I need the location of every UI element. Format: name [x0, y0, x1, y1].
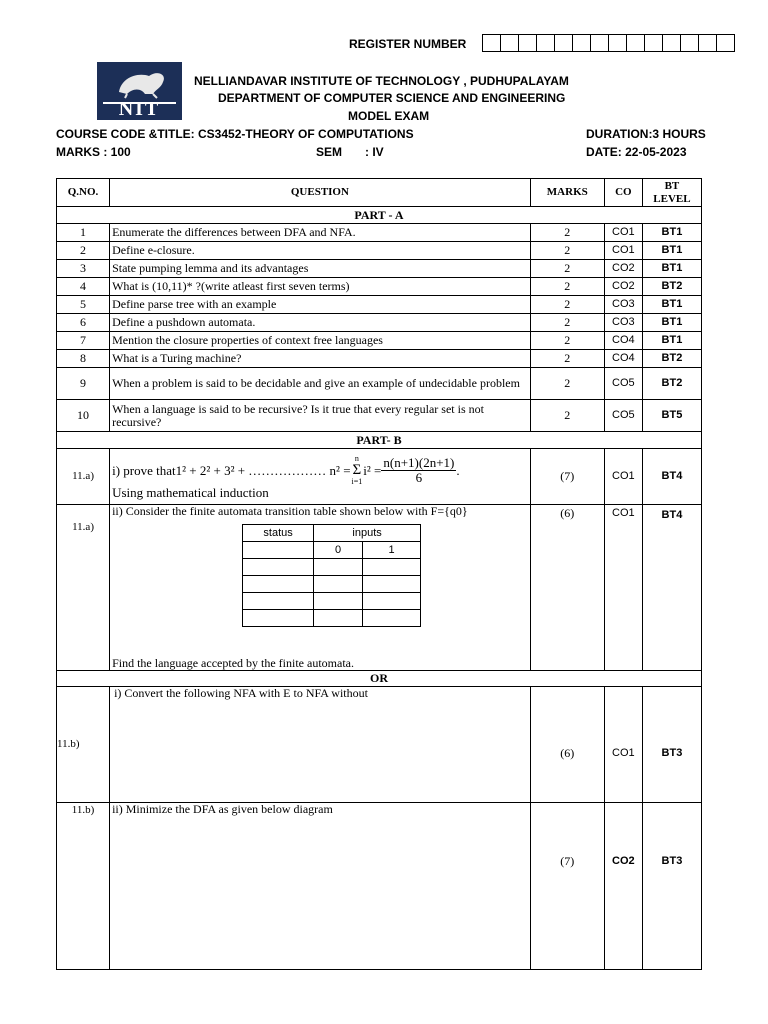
- marks: 2: [530, 400, 604, 432]
- marks: 2: [530, 242, 604, 260]
- bt-level: BT3: [642, 803, 701, 970]
- table-row: [57, 803, 702, 970]
- bt-level: BT4: [642, 505, 701, 671]
- question-text: When a language is said to be recursive? Is it true that every regular set is not recursive?: [110, 400, 531, 432]
- bt-level: BT4: [642, 449, 701, 505]
- question-text: ii) Minimize the DFA as given below diagram: [110, 803, 531, 970]
- marks: (7): [530, 449, 604, 505]
- table-row: [57, 449, 702, 505]
- question-prefix: i) prove that: [112, 462, 176, 478]
- exam-date: DATE: 22-05-2023: [586, 145, 687, 159]
- or-divider: OR: [57, 671, 702, 687]
- transition-input-1: 1: [363, 542, 421, 559]
- duration: DURATION:3 HOURS: [586, 127, 706, 141]
- exam-title: MODEL EXAM: [348, 109, 430, 123]
- qno: 3: [57, 260, 110, 278]
- transition-status-header: status: [243, 525, 314, 542]
- bt-level: BT1: [642, 332, 701, 350]
- table-row: [57, 350, 702, 368]
- co: CO1: [604, 224, 642, 242]
- qno: 11.a): [57, 505, 110, 671]
- formula-lhs: 1² + 2² + 3² + ……………… n² =: [175, 462, 351, 478]
- co: CO1: [604, 505, 642, 671]
- marks: (6): [530, 505, 604, 671]
- qno: 7: [57, 332, 110, 350]
- table-row: [57, 260, 702, 278]
- bt-level: BT1: [642, 224, 701, 242]
- marks: 2: [530, 314, 604, 332]
- department-name: DEPARTMENT OF COMPUTER SCIENCE AND ENGINEERING: [218, 91, 566, 105]
- question-body: ii) Consider the finite automata transition table shown below with F={q0}: [112, 504, 468, 518]
- question-text: Define a pushdown automata.: [110, 314, 531, 332]
- qno: 5: [57, 296, 110, 314]
- sum-term: i² =: [363, 462, 382, 478]
- sem-label: SEM: [316, 145, 343, 159]
- header-qno: Q.NO.: [57, 179, 110, 207]
- question-suffix: Using mathematical induction: [112, 485, 269, 500]
- co: CO2: [604, 260, 642, 278]
- qno: 11.b): [57, 687, 110, 803]
- nit-logo: [97, 62, 182, 120]
- bt-level: BT2: [642, 368, 701, 400]
- bt-level: BT5: [642, 400, 701, 432]
- co: CO1: [604, 242, 642, 260]
- bt-level: BT3: [642, 687, 701, 803]
- question-text: When a problem is said to be decidable and give an example of undecidable problem: [110, 368, 531, 400]
- fraction: [381, 456, 456, 485]
- marks: 2: [530, 224, 604, 242]
- bt-level: BT1: [642, 242, 701, 260]
- qno: 11.a): [57, 449, 110, 505]
- co: CO3: [604, 314, 642, 332]
- bt-level: BT2: [642, 350, 701, 368]
- question-text: What is a Turing machine?: [110, 350, 531, 368]
- qno: 11.b): [57, 803, 110, 970]
- co: CO4: [604, 350, 642, 368]
- bt-level: BT2: [642, 278, 701, 296]
- table-row: [57, 368, 702, 400]
- part-b-heading: PART- B: [57, 432, 702, 449]
- bt-level: BT1: [642, 314, 701, 332]
- marks: 2: [530, 332, 604, 350]
- co: CO3: [604, 296, 642, 314]
- question-text: Mention the closure properties of context free languages: [110, 332, 531, 350]
- marks: (6): [530, 687, 604, 803]
- sum-symbol: n Σ i=1: [351, 454, 363, 486]
- register-number-boxes[interactable]: [483, 34, 735, 52]
- table-row: [57, 242, 702, 260]
- question-text: i) Convert the following NFA with E to NFA without: [110, 687, 531, 803]
- question-text: Enumerate the differences between DFA and NFA.: [110, 224, 531, 242]
- part-a-heading: PART - A: [57, 207, 702, 224]
- qno: 6: [57, 314, 110, 332]
- fraction-denominator: 6: [415, 469, 423, 485]
- question-text: Define e-closure.: [110, 242, 531, 260]
- question-text: i) prove that 1² + 2² + 3² + ……………… n² = n Σ i=1 i² = $\frac{n(n+1)(2n+1)}{6}$ . Using mathematical induction: [110, 449, 531, 505]
- co: CO2: [604, 803, 642, 970]
- qno: 9: [57, 368, 110, 400]
- header-co: CO: [604, 179, 642, 207]
- question-text: What is (10,11)* ?(write atleast first seven terms): [110, 278, 531, 296]
- bt-level: BT1: [642, 260, 701, 278]
- co: CO4: [604, 332, 642, 350]
- co: CO1: [604, 687, 642, 803]
- qno: 8: [57, 350, 110, 368]
- table-row: [57, 224, 702, 242]
- table-row: [57, 687, 702, 803]
- transition-inputs-header: inputs: [314, 525, 421, 542]
- fraction-numerator: n(n+1)(2n+1): [383, 454, 455, 470]
- logo-text: NIT: [118, 98, 161, 120]
- co: CO1: [604, 449, 642, 505]
- co: CO5: [604, 400, 642, 432]
- qno: 10: [57, 400, 110, 432]
- header-marks: MARKS: [530, 179, 604, 207]
- qno: 1: [57, 224, 110, 242]
- course-code-title: COURSE CODE &TITLE: CS3452-THEORY OF COMPUTATIONS: [56, 127, 414, 141]
- transition-input-0: 0: [314, 542, 363, 559]
- marks: 2: [530, 260, 604, 278]
- co: CO2: [604, 278, 642, 296]
- table-row: [57, 296, 702, 314]
- marks: 2: [530, 296, 604, 314]
- table-row: [57, 314, 702, 332]
- institute-name: NELLIANDAVAR INSTITUTE OF TECHNOLOGY , PUDHUPALAYAM: [194, 74, 569, 88]
- transition-table: [242, 524, 421, 627]
- question-text: [110, 505, 531, 671]
- table-row: [57, 332, 702, 350]
- question-tail: Find the language accepted by the finite automata.: [112, 656, 354, 670]
- table-row: [57, 400, 702, 432]
- qno: 4: [57, 278, 110, 296]
- marks-total: MARKS : 100: [56, 145, 131, 159]
- question-text: State pumping lemma and its advantages: [110, 260, 531, 278]
- register-number-label: REGISTER NUMBER: [349, 37, 467, 51]
- question-text: Define parse tree with an example: [110, 296, 531, 314]
- marks: (7): [530, 803, 604, 970]
- header-question: QUESTION: [110, 179, 531, 207]
- sem-value: : IV: [365, 145, 384, 159]
- question-table: [56, 178, 702, 970]
- marks: 2: [530, 368, 604, 400]
- bt-level: BT1: [642, 296, 701, 314]
- header-row: [57, 179, 702, 207]
- table-row: [57, 278, 702, 296]
- marks: 2: [530, 350, 604, 368]
- table-row: [57, 505, 702, 671]
- header-bt-level: BT LEVEL: [642, 179, 701, 207]
- qno: 2: [57, 242, 110, 260]
- co: CO5: [604, 368, 642, 400]
- marks: 2: [530, 278, 604, 296]
